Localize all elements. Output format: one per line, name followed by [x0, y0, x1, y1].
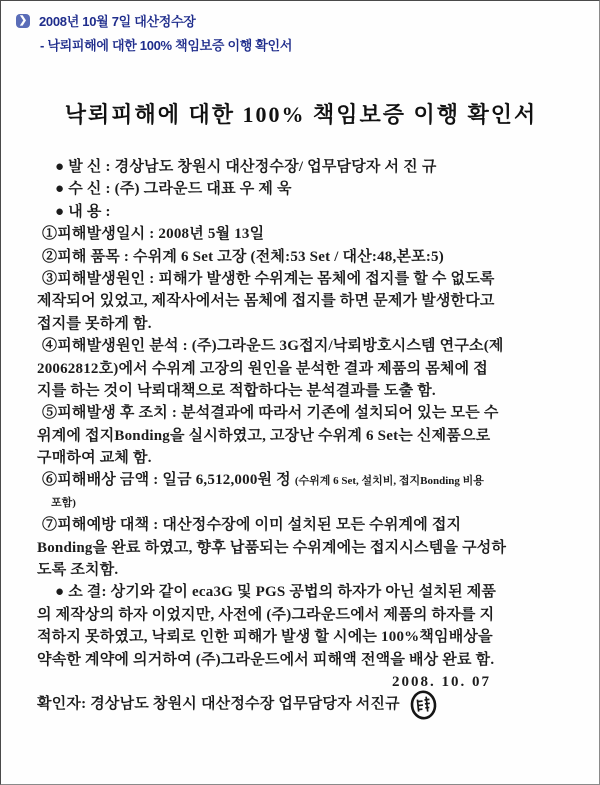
- item2-products: ②피해 품목 : 수위계 6 Set 고장 (전체:53 Set / 대산:48,본포:5): [42, 248, 444, 265]
- signer-text: 확인자: 경상남도 창원시 대산정수장 업무담당자 서진규: [37, 696, 400, 713]
- item1-date: ①피해발생일시 : 2008년 5월 13일: [42, 226, 265, 243]
- item5-action-3: 구매하여 교체 함.: [37, 450, 152, 467]
- content-label: ● 내 용 :: [55, 203, 111, 220]
- chevron-right-icon: ❯: [16, 14, 30, 28]
- item4-analysis: ④피해발생원인 분석 : (주)그라운드 3G접지/낙뢰방호시스템 연구소(제: [42, 338, 504, 355]
- caption-header: [1, 1, 599, 54]
- receiver-line: ● 수 신 : (주) 그라운드 대표 우 제 욱: [55, 181, 292, 198]
- item3-cause-3: 접지를 못하게 함.: [37, 315, 152, 332]
- item6-amount-main: ⑥피해배상 금액 : 일금 6,512,000원 정: [42, 472, 291, 489]
- item5-action-2: 위계에 접지Bonding을 실시하였고, 고장난 수위계 6 Set는 신제품으로: [37, 427, 491, 444]
- conclusion-line-3: 적하지 못하였고, 낙뢰로 인한 피해가 발생 할 시에는 100%책임배상을: [37, 629, 493, 646]
- conclusion-line-1: ● 소 결: 상기와 같이 eca3G 및 PGS 공법의 하자가 아닌 설치된 제품: [55, 584, 497, 601]
- item6-amount: [37, 469, 565, 491]
- document-title: 낙뢰피해에 대한 100% 책임보증 이행 확인서: [64, 102, 538, 127]
- caption-subtitle: - 낙뢰피해에 대한 100% 책임보증 이행 확인서: [40, 38, 293, 53]
- caption-header-row1: [16, 11, 585, 30]
- item3-cause: ③피해발생원인 : 피해가 발생한 수위계는 몸체에 접지를 할 수 없도록: [42, 270, 495, 287]
- conclusion-line-2: 의 제작상의 하자 이었지만, 사전에 (주)그라운드에서 제품의 하자를 지: [37, 606, 495, 623]
- item7-prevention-3: 도록 조치함.: [37, 562, 119, 579]
- item4-analysis-3: 지를 하는 것이 낙뢰대책으로 적합하다는 분석결과를 도출 함.: [37, 382, 436, 399]
- signer-line: [37, 693, 565, 715]
- sender-line: ● 발 신 : 경상남도 창원시 대산정수장/ 업무담당자 서 진 규: [55, 159, 437, 175]
- document-date: 2008. 10. 07: [392, 673, 491, 690]
- item7-prevention: ⑦피해예방 대책 : 대산정수장에 이미 설치된 모든 수위계에 접지: [42, 517, 462, 534]
- item5-action: ⑤피해발생 후 조치 : 분석결과에 따라서 기존에 설치되어 있는 모든 수: [42, 405, 499, 422]
- item6-amount-note-2: 포함): [51, 496, 76, 509]
- caption-title: 2008년 10월 7일 대산정수장: [39, 14, 196, 29]
- document: [1, 98, 599, 716]
- item3-cause-2: 제작되어 있었고, 제작사에서는 몸체에 접지를 하면 문제가 발생한다고: [37, 293, 495, 310]
- item4-analysis-2: 20062812호)에서 수위계 고장의 원인을 분석한 결과 제품의 몸체에 접: [37, 360, 488, 377]
- document-body: [37, 156, 565, 716]
- personal-seal-icon: [408, 688, 438, 721]
- conclusion-line-4: 약속한 계약에 의거하여 (주)그라운드에서 피해액 전액을 배상 완료 함.: [37, 651, 495, 668]
- item7-prevention-2: Bonding을 완료 하였고, 향후 납품되는 수위계에는 접지시스템을 구성하: [37, 539, 507, 556]
- item6-amount-note: (수위계 6 Set, 설치비, 접지Bonding 비용: [294, 475, 484, 488]
